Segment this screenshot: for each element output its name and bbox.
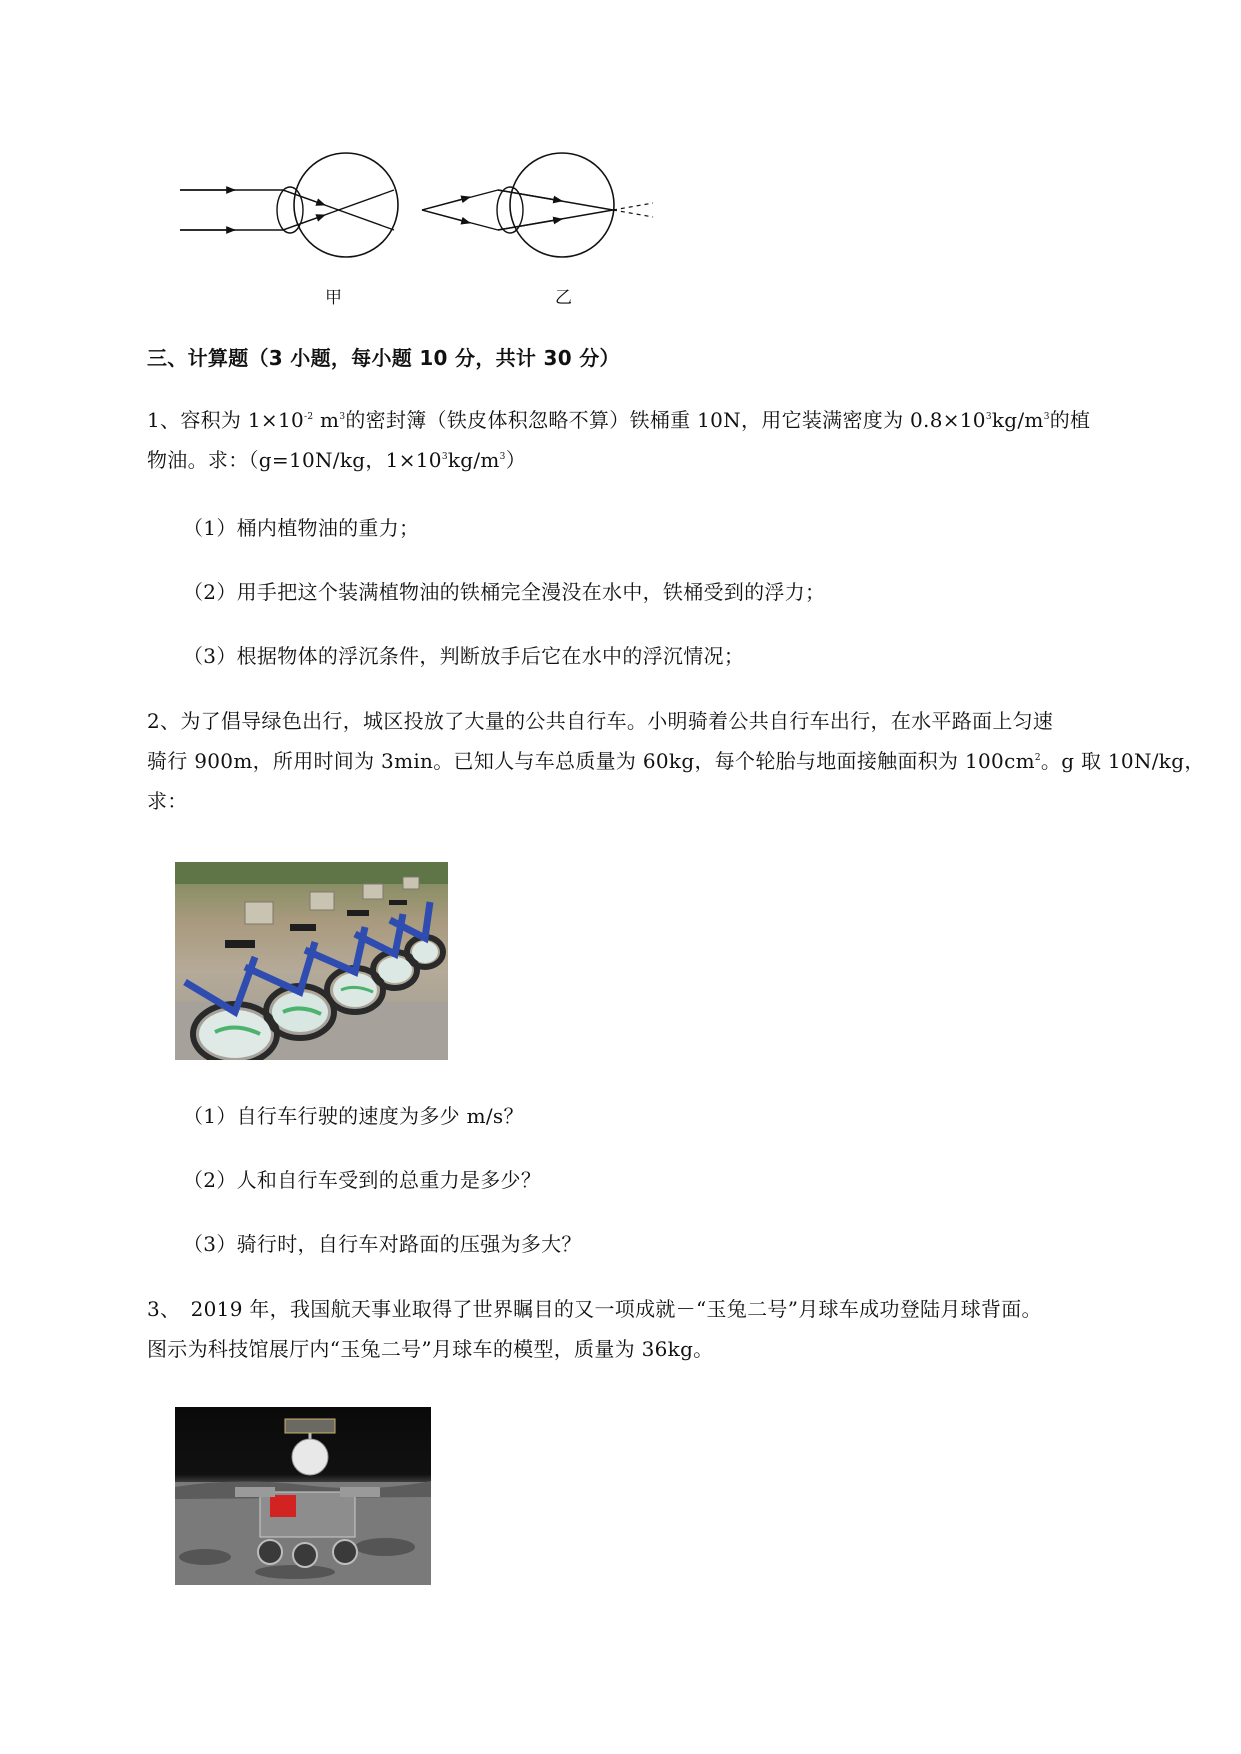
lunar-rover-photo: [175, 1407, 431, 1585]
q1-line-2: 物油。求：（g=10N/kg，$1\times 10^3kg/m^3$）: [147, 448, 527, 472]
q2-part-3: （3）骑行时，自行车对路面的压强为多大？: [183, 1232, 582, 1256]
q1-line-1: 1、容积为 $1\times 10^{-2}$ $m^3$的密封簿（铁皮体积忽略不算）铁桶重 10N，用它装满密度为 $0.8\times 10^3kg/m^3$的植: [147, 408, 1091, 432]
eye-label-jia: 甲: [325, 288, 342, 308]
eye-yi: [422, 153, 653, 257]
q2-line-3: 求：: [147, 789, 188, 813]
q2-part-1: （1）自行车行驶的速度为多少 m/s？: [183, 1104, 524, 1128]
q1-part-3: （3）根据物体的浮沉条件，判断放手后它在水中的浮沉情况；: [183, 644, 745, 668]
bicycles-photo: [175, 862, 448, 1060]
section-heading: 三、计算题（3 小题，每小题 10 分，共计 30 分）: [147, 346, 620, 370]
q2-part-2: （2）人和自行车受到的总重力是多少？: [183, 1168, 542, 1192]
q2-line-2: 骑行 900m，所用时间为 3min。已知人与车总质量为 60kg，每个轮胎与地面接触面积为 $100cm^2$。g 取 10N/kg，: [147, 749, 1205, 773]
q2-line-1: 2、为了倡导绿色出行，城区投放了大量的公共自行车。小明骑着公共自行车出行，在水平路面上匀速: [147, 709, 1054, 733]
eye-diagram: [150, 130, 670, 310]
q3-line-2: 图示为科技馆展厅内“玉兔二号”月球车的模型，质量为 36kg。: [147, 1337, 714, 1361]
eye-jia: [180, 153, 398, 257]
q1-part-2: （2）用手把这个装满植物油的铁桶完全漫没在水中，铁桶受到的浮力；: [183, 580, 826, 604]
q1-part-1: （1）桶内植物油的重力；: [183, 516, 420, 540]
eye-label-yi: 乙: [555, 288, 572, 308]
q3-line-1: 3、 2019 年，我国航天事业取得了世界瞩目的又一项成就－“玉兔二号”月球车成功登陆月球背面。: [147, 1297, 1042, 1321]
